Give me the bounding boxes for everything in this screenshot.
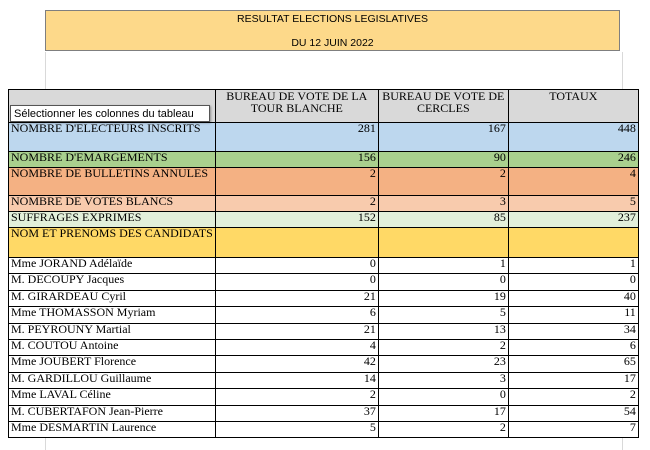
- candidate-rows: [9, 258, 639, 438]
- row-electeurs-inscrits: [9, 123, 639, 152]
- candidate-row: [9, 421, 639, 437]
- cell-total[interactable]: 1: [508, 258, 638, 274]
- candidate-row: [9, 307, 639, 323]
- cell-tour-blanche[interactable]: 152: [215, 212, 378, 228]
- cell-cercles[interactable]: 2: [378, 339, 508, 355]
- row-suffrages-exprimes: [9, 212, 639, 228]
- cell-tour-blanche[interactable]: 156: [215, 152, 378, 168]
- title-line-1: RESULTAT ELECTIONS LEGISLATIVES: [237, 13, 428, 25]
- cell-total[interactable]: 11: [508, 307, 638, 323]
- row-label[interactable]: NOMBRE D'ELECTEURS INSCRITS: [9, 123, 216, 152]
- cell-empty[interactable]: [378, 228, 508, 258]
- cell-cercles[interactable]: 1: [378, 258, 508, 274]
- cell-total[interactable]: 17: [508, 372, 638, 388]
- select-columns-tooltip: Sélectionner les colonnes du tableau: [10, 105, 210, 122]
- candidate-row: [9, 356, 639, 372]
- cell-cercles[interactable]: 19: [378, 290, 508, 306]
- candidate-name[interactable]: M. GIRARDEAU Cyril: [9, 290, 216, 306]
- cell-empty[interactable]: [508, 228, 638, 258]
- row-bulletins-annules: [9, 168, 639, 196]
- candidate-row: [9, 372, 639, 388]
- cell-total[interactable]: 246: [508, 152, 638, 168]
- candidate-row: [9, 339, 639, 355]
- cell-total[interactable]: 448: [508, 123, 638, 152]
- cell-cercles[interactable]: 5: [378, 307, 508, 323]
- candidate-row: [9, 274, 639, 290]
- candidate-name[interactable]: M. CUBERTAFON Jean-Pierre: [9, 405, 216, 421]
- cell-total[interactable]: 54: [508, 405, 638, 421]
- cell-cercles[interactable]: 90: [378, 152, 508, 168]
- cell-tour-blanche[interactable]: 37: [215, 405, 378, 421]
- cell-cercles[interactable]: 17: [378, 405, 508, 421]
- cell-total[interactable]: 34: [508, 323, 638, 339]
- cell-empty[interactable]: [215, 228, 378, 258]
- candidate-name[interactable]: M. DECOUPY Jacques: [9, 274, 216, 290]
- row-label[interactable]: NOMBRE DE VOTES BLANCS: [9, 196, 216, 212]
- candidate-row: [9, 258, 639, 274]
- cell-tour-blanche[interactable]: 14: [215, 372, 378, 388]
- cell-tour-blanche[interactable]: 5: [215, 421, 378, 437]
- row-label[interactable]: SUFFRAGES EXPRIMES: [9, 212, 216, 228]
- cell-tour-blanche[interactable]: 42: [215, 356, 378, 372]
- row-candidates-header: [9, 228, 639, 258]
- cell-cercles[interactable]: 0: [378, 389, 508, 405]
- header-bureau-tour-blanche[interactable]: BUREAU DE VOTE DE LA TOUR BLANCHE: [215, 90, 378, 123]
- cell-cercles[interactable]: 2: [378, 168, 508, 196]
- cell-cercles[interactable]: 0: [378, 274, 508, 290]
- cell-tour-blanche[interactable]: 2: [215, 168, 378, 196]
- cell-tour-blanche[interactable]: 6: [215, 307, 378, 323]
- row-votes-blancs: [9, 196, 639, 212]
- cell-tour-blanche[interactable]: 0: [215, 258, 378, 274]
- cell-cercles[interactable]: 13: [378, 323, 508, 339]
- cell-tour-blanche[interactable]: 2: [215, 389, 378, 405]
- candidate-row: [9, 290, 639, 306]
- candidate-name[interactable]: Mme LAVAL Céline: [9, 389, 216, 405]
- cell-tour-blanche[interactable]: 4: [215, 339, 378, 355]
- candidate-name[interactable]: Mme DESMARTIN Laurence: [9, 421, 216, 437]
- candidate-name[interactable]: M. COUTOU Antoine: [9, 339, 216, 355]
- cell-cercles[interactable]: 167: [378, 123, 508, 152]
- cell-tour-blanche[interactable]: 281: [215, 123, 378, 152]
- results-table[interactable]: [8, 89, 639, 438]
- cell-tour-blanche[interactable]: 21: [215, 290, 378, 306]
- header-bureau-cercles[interactable]: BUREAU DE VOTE DE CERCLES: [378, 90, 508, 123]
- row-emargements: [9, 152, 639, 168]
- title-banner[interactable]: [45, 10, 620, 51]
- row-label[interactable]: NOMBRE DE BULLETINS ANNULES: [9, 168, 216, 196]
- candidate-name[interactable]: Mme JORAND Adélaïde: [9, 258, 216, 274]
- cell-total[interactable]: 0: [508, 274, 638, 290]
- cell-cercles[interactable]: 3: [378, 196, 508, 212]
- cell-cercles[interactable]: 2: [378, 421, 508, 437]
- candidate-name[interactable]: M. GARDILLOU Guillaume: [9, 372, 216, 388]
- candidate-name[interactable]: Mme JOUBERT Florence: [9, 356, 216, 372]
- cell-cercles[interactable]: 23: [378, 356, 508, 372]
- cell-tour-blanche[interactable]: 2: [215, 196, 378, 212]
- title-line-2: DU 12 JUIN 2022: [291, 37, 374, 49]
- candidates-header-label[interactable]: NOM ET PRENOMS DES CANDIDATS: [9, 228, 216, 258]
- cell-total[interactable]: 2: [508, 389, 638, 405]
- cell-total[interactable]: 4: [508, 168, 638, 196]
- candidate-row: [9, 405, 639, 421]
- candidate-name[interactable]: M. PEYROUNY Martial: [9, 323, 216, 339]
- cell-total[interactable]: 40: [508, 290, 638, 306]
- cell-tour-blanche[interactable]: 21: [215, 323, 378, 339]
- header-totaux[interactable]: TOTAUX: [508, 90, 638, 123]
- candidate-row: [9, 323, 639, 339]
- cell-total[interactable]: 7: [508, 421, 638, 437]
- cell-total[interactable]: 5: [508, 196, 638, 212]
- cell-cercles[interactable]: 3: [378, 372, 508, 388]
- candidate-row: [9, 389, 639, 405]
- cell-total[interactable]: 237: [508, 212, 638, 228]
- cell-total[interactable]: 6: [508, 339, 638, 355]
- row-label[interactable]: NOMBRE D'EMARGEMENTS: [9, 152, 216, 168]
- cell-cercles[interactable]: 85: [378, 212, 508, 228]
- cell-tour-blanche[interactable]: 0: [215, 274, 378, 290]
- cell-total[interactable]: 65: [508, 356, 638, 372]
- candidate-name[interactable]: Mme THOMASSON Myriam: [9, 307, 216, 323]
